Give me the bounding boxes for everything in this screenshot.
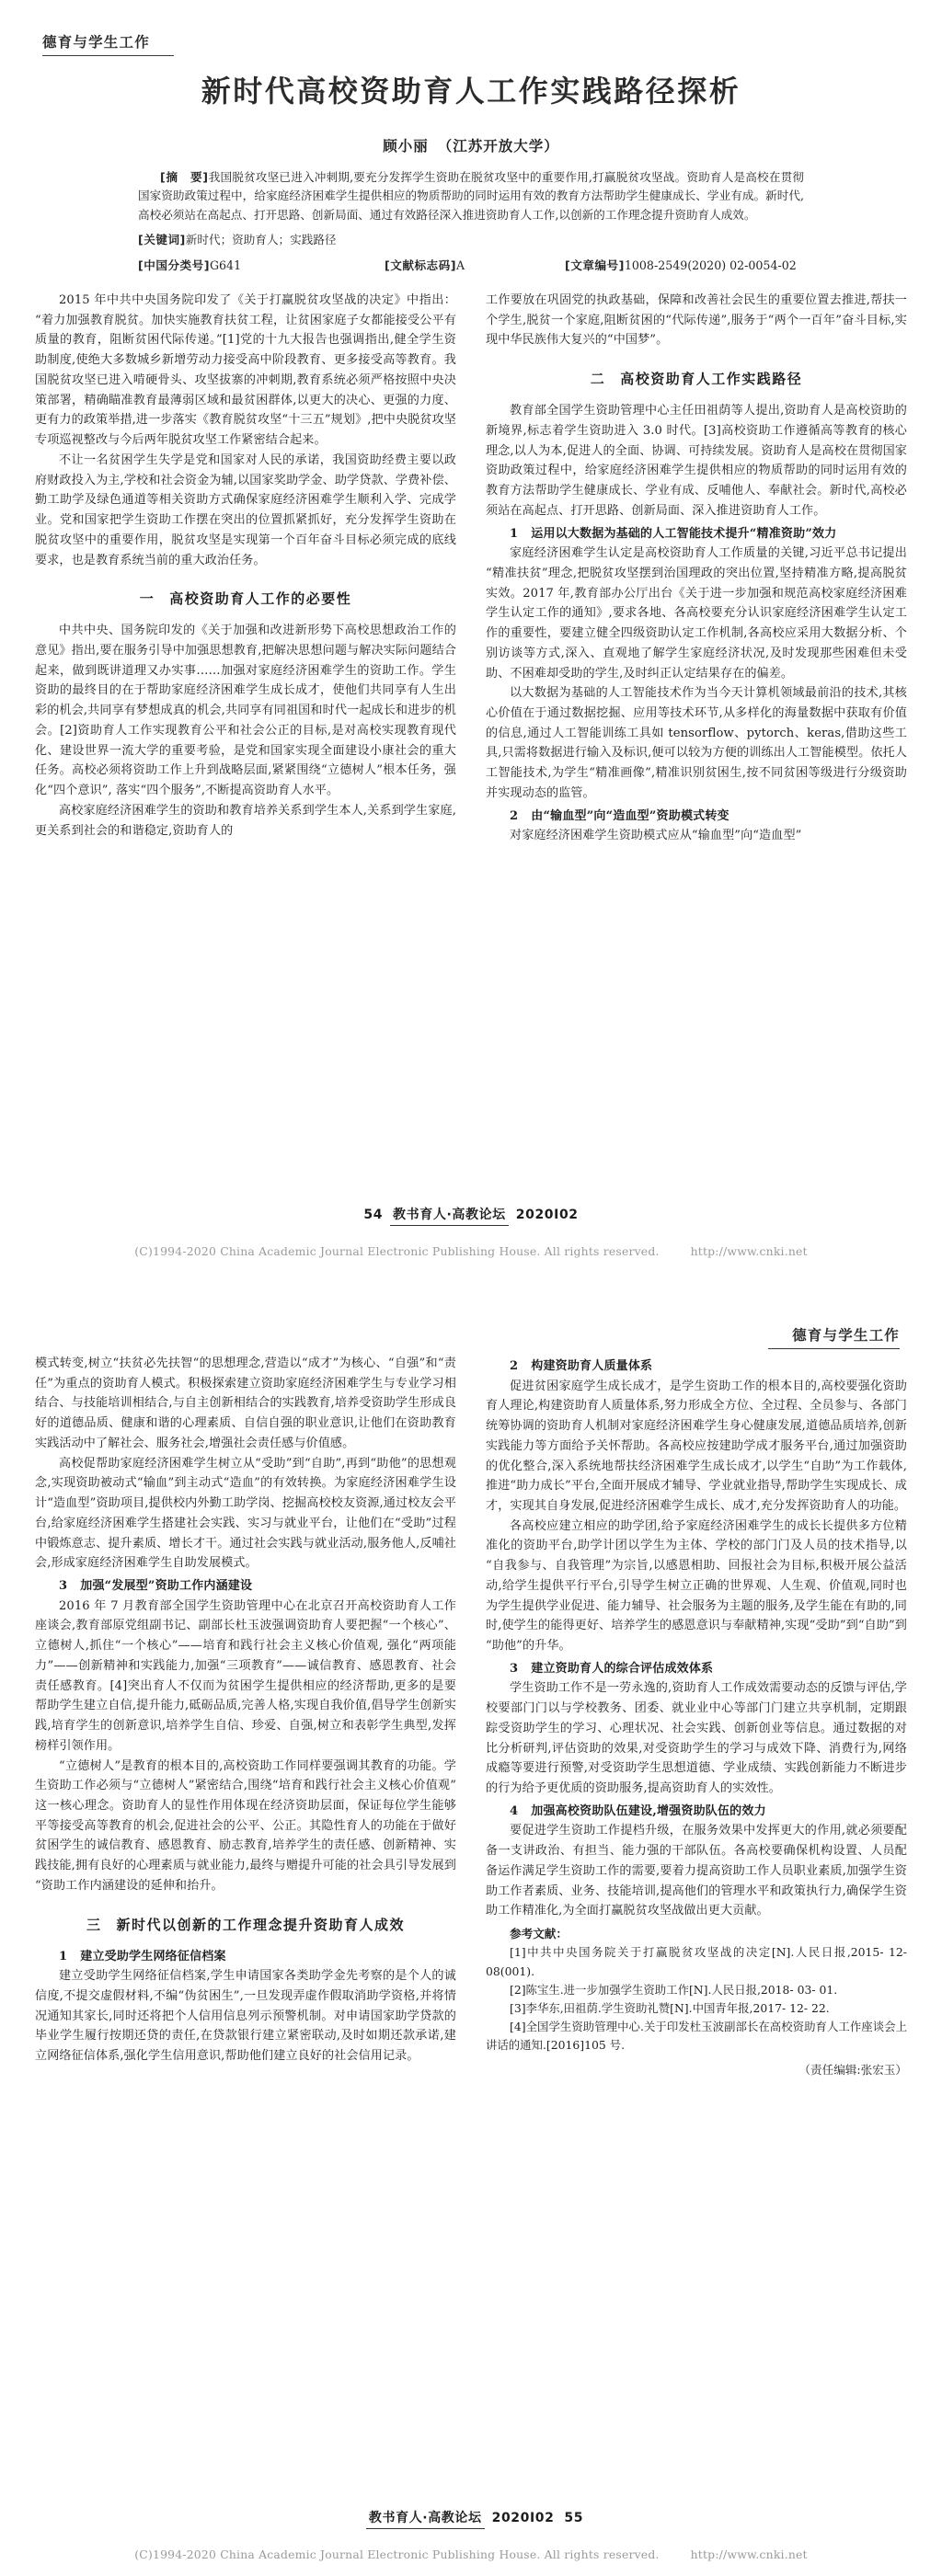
abstract-label: [摘 要] xyxy=(160,170,209,184)
subsection-heading xyxy=(35,1576,456,1597)
subsection-title: 构建资助育人质量体系 xyxy=(531,1359,653,1373)
paragraph: 高校家庭经济困难学生的资助和教育培养关系到学生本人,关系到学生家庭,更关系到社会的和谐稳定,资助育人的 xyxy=(35,803,456,838)
paragraph: 学生资助工作不是一劳永逸的,资助育人工作成效需要动态的反馈与评估,学校要部门门以与学校教务、团委、就业业中心等部门门建立共享机制，定期跟踪受资助学生的学习、心理状况、社会实践、创新创业等信息。通过数据的对比分析研判,评估资助的效果,对受资助学生的学习与成效下降、消费行为,网络成瘾等要进行预警,对受资助学生思想道德、学业成绩、实践创新能力不断进步的行为给予更优质的资助服务,提高资助育人的实效性。 xyxy=(486,1681,907,1796)
subsection-title: 建立受助学生网络征信档案 xyxy=(80,1949,226,1963)
paragraph: 2016 年 7 月教育部全国学生资助管理中心在北京召开高校资助育人工作座谈会,教育部原党组副书记、副部长杜玉波强调资助育人要把握“一个核心”、立德树人,抓住“一个核心”——培育和践行社会主义核心价值观, 强化“两项能力”——创新精神和实践能力,加强“三项教育”——诚信教育、感恩教育、社会责任感教育。[4]突出育人不仅而为贫困学生提供相应的经济帮助,更多的是要帮助学生建立自信,提升能力,砥砺品质,完善人格,实现自我价值,倡导学生创新实践,培育学生的创新意识,培养学生自信、珍爱、自强,树立和表彰学生典型,发挥榜样引领作用。 xyxy=(35,1598,456,1753)
references-heading: 参考文献： xyxy=(510,1927,568,1941)
cnki-url: http://www.cnki.net xyxy=(690,1244,808,1258)
section-number: 三 xyxy=(86,1916,102,1933)
paragraph: 教育部全国学生资助管理中心主任田祖荫等人提出,资助育人是高校资助的新境界,标志着学生资助进入 3.0 时代。[3]高校资助工作遵循高等教育的核心理念,以人为本,促进人的全面、协调、可持续发展。资助育人是高校在贯彻国家资助政策过程中，给家庭经济困难学生提供相应的物质帮助的同时运用有效的教育方法帮助学生健康成长、学业有成、反哺他人、奉献社会。新时代,高校必须站在高起点、打开思路、创新局面、深入推进资助育人工作。 xyxy=(486,404,907,518)
clc-label: [中国分类号] xyxy=(138,258,210,272)
paragraph: 各高校应建立相应的助学团,给予家庭经济困难学生的成长长提供多方位精准化的资助平台,助学计团以学生为主体、学校的部门门及人员的技术指导,以“自我参与、自我管理”为宗旨,以感恩相助、回报社会为目标,积极开展公益活动,给学生提供平行平台,引导学生树立正确的世界观、人生观、价值观,同时也为学生提供学业促进、能力辅导、社会服务为主题的服务,及学生能在有助的,同时,使学生的能得更好、培养学生的感恩意识与奉献精神,实现“受助”到“自助”到“助他”的升华。 xyxy=(486,1518,907,1654)
subsection-title: 加强高校资助队伍建设,增强资助队伍的效力 xyxy=(531,1803,766,1818)
subsection-heading xyxy=(486,1802,907,1822)
author-byline xyxy=(35,135,907,155)
keywords-label: [关键词] xyxy=(138,233,186,247)
subsection-number: 3 xyxy=(59,1579,68,1594)
article-id-label: [文章编号] xyxy=(565,258,625,272)
journal-issue: 2020I02 xyxy=(491,2511,555,2525)
subsection-number: 1 xyxy=(510,526,519,541)
keywords-text: 新时代；资助育人；实践路径 xyxy=(185,233,337,247)
section-heading-3 xyxy=(35,1915,456,1934)
subsection-number: 4 xyxy=(510,1803,519,1818)
section-number: 二 xyxy=(590,371,606,388)
subsection-heading xyxy=(486,1659,907,1679)
subsection-number: 3 xyxy=(510,1661,519,1676)
journal-name: 教书育人·高教论坛 xyxy=(366,2511,485,2529)
journal-issue: 2020I02 xyxy=(515,1208,579,1222)
article-id-block xyxy=(565,257,804,275)
page-separator xyxy=(0,1273,942,1293)
paragraph: 家庭经济困难学生认定是高校资助育人工作质量的关键,习近平总书记提出“精准扶贫”理念,把脱贫攻坚摆到治国理政的突出位置,坚持精准方略,提高脱贫实效。2017 年,教育部办公厅出台《关于进一步加强和规范高校家庭经济困难学生认定工作的通知》,要求各地、各高校要充分认识家庭经济困难学生认定工作的重要性，要建立健全四级资助认定工作机制,各高校应采用大数据分析、个别访谈等方式,深入、直观地了解学生家庭经济状况,及时发现那些困难但未受助、不困难却受助的学生,及时纠正认定结果存在的偏差。 xyxy=(486,546,907,681)
page-number: 54 xyxy=(363,1208,384,1222)
subsection-title: 建立资助育人的综合评估成效体系 xyxy=(531,1661,714,1676)
journal-page-1 xyxy=(0,0,942,1273)
reference-item: [2]陈宝生.进一步加强学生资助工作[N].人民日报,2018- 03- 01. xyxy=(510,1982,838,1997)
author-affiliation: （江苏开放大学） xyxy=(437,138,559,155)
page-1-right-column xyxy=(486,291,907,846)
doc-code-value: A xyxy=(455,258,465,272)
reference-item: [4]全国学生资助管理中心.关于印发杜玉波副部长在高校资助育人工作座谈会上讲话的通知.[2016]105 号. xyxy=(486,2019,907,2052)
page-footer xyxy=(0,2508,942,2526)
section-heading-2 xyxy=(486,369,907,388)
section-title: 高校资助育人工作的必要性 xyxy=(169,590,352,608)
paragraph: 对家庭经济困难学生资助模式应从“输血型”向“造血型” xyxy=(510,829,802,843)
journal-page-2 xyxy=(0,1293,942,2576)
page-number: 55 xyxy=(564,2511,584,2525)
section-title: 高校资助育人工作实践路径 xyxy=(620,371,803,388)
paragraph: 促进贫困家庭学生成长成才，是学生资助工作的根本目的,高校要强化资助育人理论,构建资助育人质量体系,努力形成全方位、全过程、全员参与、各部门统筹协调的资助育人机制对家庭经济困难学生身心健康发展,道德品质培养,创新实践能力等方面给予关怀帮助。各高校应按建助学成才服务平台,通过加强资助的优化整合,深入系统地帮扶经济困难学生成长成才,以学生“自助”为工作载体,推进“助力成长”平台,全面开展成才辅导、学业就业指导,帮助学生实现成长、成才，实现其自身发展,促进经济困难学生成长、成才,充分发挥资助育人的功能。 xyxy=(486,1379,907,1513)
reference-item: [1]中共中央国务院关于打赢脱贫攻坚战的决定[N].人民日报,2015- 12- 08(001). xyxy=(486,1945,907,1978)
abstract-text: 我国脱贫攻坚已进入冲刺期,要充分发挥学生资助在脱贫攻坚中的重要作用,打赢脱贫攻坚战。资助育人是高校在贯彻国家资助政策过程中，给家庭经济困难学生提供相应的物质帮助的同时运用有效的教育方法帮助学生健康成长、学业有成。新时代,高校必须站在高起点、打开思路、创新局面、通过有效路径深入推进资助育人工作,以创新的工作理念提升资助育人成效。 xyxy=(138,170,804,222)
page-title: 新时代高校资助育人工作实践路径探析 xyxy=(201,74,741,109)
journal-name: 教书育人·高教论坛 xyxy=(390,1208,509,1226)
subsection-number: 2 xyxy=(510,1359,519,1373)
keywords-block xyxy=(138,231,804,249)
responsible-editor: （责任编辑:张宏玉） xyxy=(798,2063,907,2078)
running-head: 德育与学生工作 xyxy=(768,1324,900,1349)
copyright-text: (C)1994-2020 China Academic Journal Electronic Publishing House. All rights reserved. xyxy=(134,1244,660,1258)
article-id-value: 1008-2549(2020) 02-0054-02 xyxy=(624,258,797,272)
page-2-right-column xyxy=(486,1354,907,2078)
copyright-line xyxy=(0,1244,942,1258)
subsection-number: 2 xyxy=(510,808,519,823)
classification-row xyxy=(138,257,804,275)
paragraph: 工作要放在巩固党的执政基础，保障和改善社会民生的重要位置去推进,帮扶一个学生,脱贫一个家庭,阻断贫困的“代际传递”,服务于“两个一百年”奋斗目标,实现中华民族伟大复兴的“中国梦”。 xyxy=(486,292,907,348)
section-number: 一 xyxy=(139,590,155,608)
copyright-line xyxy=(0,2547,942,2561)
subsection-title: 加强“发展型”资助工作内涵建设 xyxy=(80,1579,253,1594)
subsection-number: 1 xyxy=(59,1949,68,1963)
subsection-heading xyxy=(35,1947,456,1967)
running-head: 德育与学生工作 xyxy=(42,31,174,56)
paragraph: 以大数据为基础的人工智能技术作为当今天计算机领域最前沿的技术,其核心价值在于通过数据挖掘、应用等技术环节,从多样化的海量数据中获取有价值的信息,通过人工智能训练工具如 tensorflow、pytorch、keras,借助这些工具,只需将数据进行输入及标识,便可以较为方便的训练出人工智能模型。依托人工智能技术,为学生“精准画像”,精准识别贫困生,按不同贫困等级进行分级资助并实现动态的监管。 xyxy=(486,686,907,800)
front-matter xyxy=(138,168,804,275)
paragraph: 要促进学生资助工作提档升级，在服务效果中发挥更大的作用,就必须要配备一支讲政治、有担当、能力强的干部队伍。各高校要确保机构设置、人员配备运作满足学生资助工作的需要,要着力提高资助工作人员职业素质,加强学生资助工作者素质、业务、技能培训,提高他们的管理水平和政策执行力,确保学生资助工作精准化,为全面打赢脱贫攻坚战做出更大贡献。 xyxy=(486,1824,907,1918)
subsection-heading xyxy=(486,807,907,827)
page-1-columns xyxy=(35,291,907,846)
page-footer xyxy=(0,1205,942,1223)
copyright-text: (C)1994-2020 China Academic Journal Electronic Publishing House. All rights reserved. xyxy=(134,2547,660,2561)
paragraph: 高校促帮助家庭经济困难学生树立从“受助”到“自助”,再到“助他”的思想观念,实现资助被动式“输血”到主动式“造血”的有效转换。为家庭经济困难学生设计“造血型”资助项目,提供校内外勤工助学岗、挖掘高校校友资源,通过校友会平台,给家庭经济困难学生搭建社会实践、实习与就业平台，让他们在“受助”过程中锻炼意志、提升素质、增长才干。通过社会实践与就业活动,服务他人,反哺社会,形成家庭经济困难学生自助发展模式。 xyxy=(35,1456,456,1571)
paragraph: 模式转变,树立“扶贫必先扶智“的思想理念,营造以“成才”为核心、“自强”和“责任”为重点的资助育人模式。积极探索建立资助家庭经济困难学生与专业学习相结合、与技能培训相结合,与自主创新相结合的实践教育,培养受资助学生形成良好的道德品质、健康和谐的心理素质、自信自强的职业意识,让他们在资助教育实践活动中了解社会、服务社会,增强社会责任感与价值感。 xyxy=(35,1357,456,1450)
paragraph: 中共中央、国务院印发的《关于加强和改进新形势下高校思想政治工作的意见》指出,要在服务引导中加强思想教育,把解决思想问题与解决实际问题结合起来，做到既讲道理又办实事……加强对家庭经济困难学生的资助工作。学生资助的最终目的在于帮助家庭经济困难学生成长成才，使他们共同享有人生出彩的机会,共同享有梦想成真的机会,共同享有同祖国和时代一起成长和进步的机会。[2]资助育人工作实现教育公平和社会公正的目标,是对高校实现教育现代化、建设世界一流大学的重要考验，是党和国家实现全面建设小康社会的重大任务。高校必须将资助工作上升到战略层面,紧紧围绕“立德树人”根本任务，强化“四个意识”, 落实“四个服务”,不断提高资助育人水平。 xyxy=(35,624,456,798)
paragraph: “立德树人”是教育的根本目的,高校资助工作同样要强调其教育的功能。学生资助工作必须与“立德树人”紧密结合,围绕“培育和践行社会主义核心价值观”这一核心理念。资助育人的显性作用体现在经济资助层面，保证每位学生能够平等接受高等教育的机会,促进社会的公平、公正。其隐性育人的功能在于做好贫困学生的诚信教育、感恩教育、励志教育,培养学生的责任感、创新精神、实践技能,拥有良好的心理素质与就业能力,最终与赠提升可能的社会具引导发展到“资助工作内涵建设的延伸和抬升。 xyxy=(35,1758,456,1893)
author-name: 顾小丽 xyxy=(383,138,429,155)
clc-value: G641 xyxy=(209,258,242,272)
section-heading-1 xyxy=(35,589,456,608)
paragraph: 不让一名贫困学生失学是党和国家对人民的承诺，我国资助经费主要以政府财政投入为主,学校和社会资金为辅,以国家奖助学金、助学贷款、学费补偿、勤工助学及绿色通道等相关资助方式确保家庭经济困难学生顺利入学、完成学业。党和国家把学生资助工作摆在突出的位置抓紧抓好，充分发挥学生资助在脱贫攻坚中的重要作用，脱贫攻坚是实现第一个百年奋斗目标必须完成的底线要求，也是教育系统当前的重大政治任务。 xyxy=(35,452,456,567)
cnki-url: http://www.cnki.net xyxy=(690,2547,808,2561)
subsection-title: 由“输血型”向“造血型”资助模式转变 xyxy=(531,808,729,823)
page-2-columns xyxy=(35,1293,907,2078)
page-1-left-column xyxy=(35,291,456,841)
paragraph: 建立受助学生网络征信档案,学生申请国家各类助学金先考察的是个人的诚信度,不提交虚假材料,不编“伪贫困生”,一旦发现弄虚作假取消助学资格,并将情况通知其家长,同时还将把个人信用信息列示预警机制。对申请国家助学贷款的毕业学生履行按期还贷的责任,在贷款银行建立紧密联动,及时如期还款承诺,建立网络征信体系,强化学生信用意识,帮助他们建立良好的社会信用记录。 xyxy=(35,1969,456,2064)
subsection-title: 运用以大数据为基础的人工智能技术提升“精准资助”效力 xyxy=(531,526,837,541)
doc-code-block xyxy=(385,257,565,275)
page-2-left-column xyxy=(35,1354,456,2067)
abstract-block xyxy=(138,168,804,224)
subsection-heading xyxy=(486,524,907,544)
reference-item: [3]李华东,田祖荫.学生资助礼赞[N].中国青年报,2017- 12- 22. xyxy=(510,2000,830,2015)
section-title: 新时代以创新的工作理念提升资助育人成效 xyxy=(116,1916,406,1933)
clc-block xyxy=(138,257,385,275)
subsection-heading xyxy=(486,1357,907,1377)
doc-code-label: [文献标志码] xyxy=(385,258,456,272)
paragraph: 2015 年中共中央国务院印发了《关于打赢脱贫攻坚战的决定》中指出：“着力加强教育脱贫。加快实施教育扶贫工程，让贫困家庭子女都能接受公平有质量的教育，阻断贫困代际传递。”[1]党的十九大报告也强调指出,健全学生资助制度,使绝大多数城乡新增劳动力接受高中阶段教育、更多接受高等教育。我国脱贫攻坚已进入啃硬骨头、攻坚拔寨的冲刺期,教育系统必须严格按照中央决策部署，精确瞄准教育最薄弱区域和最贫困群体,以更大的决心、更强的力度、更有力的政策举措,进一步落实《教育脱贫攻坚“十三五”规划》,把中央脱贫攻坚专项巡视整改与今后两年脱贫攻坚工作紧密结合起来。 xyxy=(35,292,456,448)
